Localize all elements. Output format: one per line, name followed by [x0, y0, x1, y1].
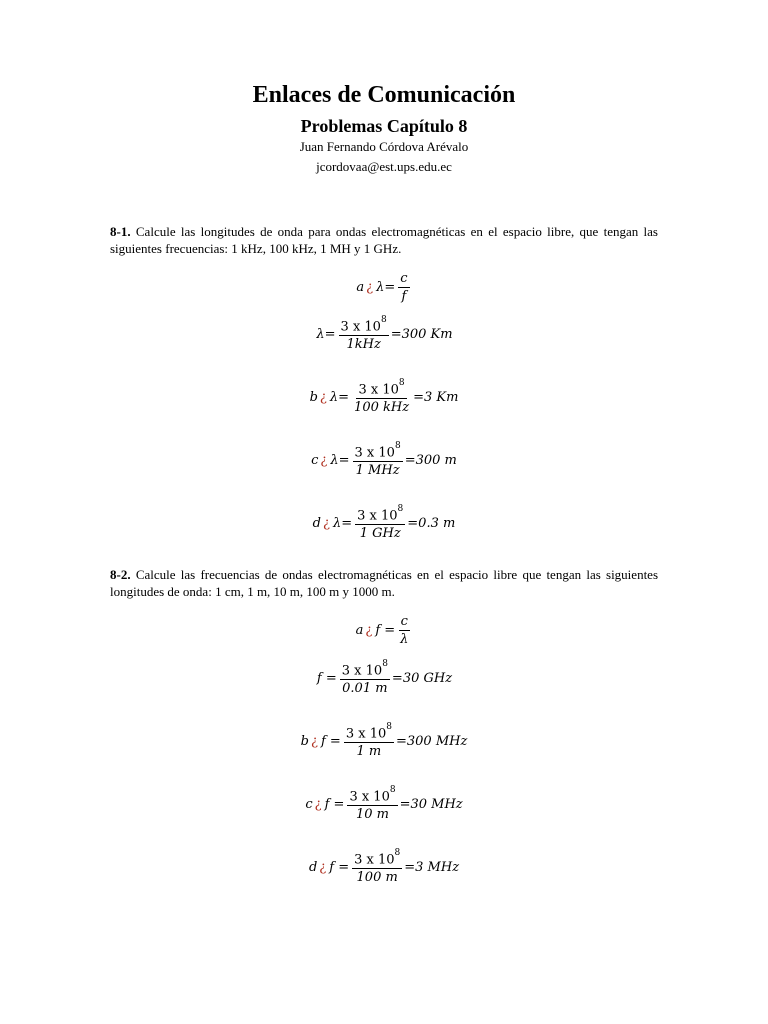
author-email: jcordovaa@est.ups.edu.ec: [316, 159, 452, 174]
equation-step: [0, 505, 768, 541]
eq-lhs: λ=: [376, 280, 396, 295]
eq-numerator: [339, 316, 389, 336]
eq-fraction: [340, 660, 390, 696]
eq-mark: ¿: [319, 859, 327, 875]
eq-denominator: 1 GHz: [359, 526, 401, 542]
problem-number: 8-1.: [110, 224, 131, 239]
eq-lhs: f =: [329, 859, 350, 875]
eq-prefix: c: [305, 796, 313, 812]
eq-fraction: [352, 849, 402, 885]
eq-result: =30 GHz: [391, 670, 453, 686]
eq-prefix: a: [356, 280, 365, 295]
eq-denominator: 100 kHz: [354, 400, 410, 416]
eq-numerator-base: 3 x 10: [358, 382, 399, 398]
eq-fraction: [344, 723, 394, 759]
eq-denominator: λ: [400, 632, 409, 647]
eq-numerator: [344, 723, 394, 743]
eq-prefix: b: [300, 733, 309, 749]
eq-exponent: 8: [389, 785, 396, 795]
equation-step: [0, 786, 768, 822]
eq-exponent: 8: [397, 504, 404, 514]
eq-result: =30 MHz: [399, 796, 463, 812]
eq-exponent: 8: [398, 378, 405, 388]
problem-8-2-statement: [110, 566, 658, 600]
page-title: Enlaces de Comunicación: [252, 82, 516, 108]
eq-mark: ¿: [365, 623, 373, 638]
eq-result: =3 Km: [413, 389, 459, 405]
eq-denominator: 1 m: [356, 744, 382, 760]
eq-mark: ¿: [323, 515, 330, 531]
eq-lhs: λ=: [330, 452, 350, 468]
eq-exponent: 8: [394, 441, 401, 451]
eq-numerator: [352, 849, 402, 869]
equation-step: [0, 723, 768, 759]
eq-fraction: [339, 316, 389, 352]
eq-fraction: [398, 271, 409, 304]
eq-mark: ¿: [314, 796, 322, 812]
eq-prefix: d: [308, 859, 318, 875]
eq-denominator: 0.01 m: [342, 681, 388, 697]
eq-fraction: [398, 614, 410, 647]
eq-numerator: [340, 660, 390, 680]
eq-mark: ¿: [320, 452, 328, 468]
eq-denominator: 10 m: [356, 807, 390, 823]
eq-exponent: 8: [382, 659, 388, 669]
eq-exponent: 8: [380, 315, 387, 325]
eq-numerator-base: 3 x 10: [349, 789, 390, 805]
eq-numerator: [356, 379, 406, 399]
eq-prefix: b: [309, 389, 318, 405]
eq-fraction: [355, 505, 405, 541]
equation-step: [0, 660, 768, 696]
eq-numerator: [355, 505, 405, 525]
eq-numerator-base: 3 x 10: [354, 445, 395, 461]
eq-result: =300 MHz: [395, 733, 468, 749]
problem-text: Calcule las longitudes de onda para ondas electromagnéticas en el espacio libre, que tengan las siguientes frecuencias: 1 kHz, 100 kHz, 1 MH y 1 GHz.: [110, 224, 658, 256]
equation-step: [0, 379, 768, 415]
eq-numerator: [347, 786, 397, 806]
eq-numerator: [353, 442, 403, 462]
eq-result: =300 m: [404, 452, 457, 468]
eq-denominator: f: [401, 289, 407, 304]
eq-prefix: a: [355, 623, 364, 638]
eq-lhs: λ=: [332, 515, 353, 531]
eq-lhs: f =: [320, 733, 341, 749]
eq-mark: ¿: [319, 389, 327, 405]
eq-exponent: 8: [386, 722, 392, 732]
eq-result: =300 Km: [390, 326, 453, 342]
equation-formula: [0, 271, 768, 304]
eq-prefix: d: [312, 515, 321, 531]
eq-numerator-base: 3 x 10: [357, 508, 398, 524]
eq-numerator: c: [400, 614, 408, 629]
problem-number: 8-2.: [110, 567, 131, 582]
eq-lhs: λ=: [316, 326, 336, 342]
author-name: Juan Fernando Córdova Arévalo: [299, 139, 469, 154]
eq-denominator: 100 m: [356, 870, 398, 886]
eq-fraction: [352, 379, 411, 415]
eq-exponent: 8: [394, 848, 401, 858]
equation-step: [0, 442, 768, 478]
eq-fraction: [353, 442, 403, 478]
eq-mark: ¿: [366, 280, 374, 295]
eq-result: =0.3 m: [407, 515, 456, 531]
equation-formula: [0, 614, 768, 647]
eq-numerator-base: 3 x 10: [340, 319, 381, 335]
page-subtitle: Problemas Capítulo 8: [300, 116, 468, 136]
eq-denominator: 1 MHz: [355, 463, 400, 479]
eq-result: =3 MHz: [404, 859, 460, 875]
equation-step: [0, 849, 768, 885]
eq-numerator: c: [400, 271, 408, 286]
eq-numerator-base: 3 x 10: [354, 852, 395, 868]
eq-lhs: f =: [316, 670, 337, 686]
eq-mark: ¿: [311, 733, 318, 749]
eq-lhs: f =: [324, 796, 345, 812]
eq-prefix: c: [311, 452, 319, 468]
equation-step: [0, 316, 768, 352]
eq-lhs: λ=: [329, 389, 350, 405]
eq-numerator-base: 3 x 10: [341, 663, 383, 679]
problem-text: Calcule las frecuencias de ondas electromagnéticas en el espacio libre que tengan las siguientes longitudes de onda: 1 cm, 1 m, 10 m, 100 m y 1000 m.: [110, 567, 659, 599]
eq-numerator-base: 3 x 10: [345, 726, 387, 742]
eq-lhs: f =: [375, 623, 396, 638]
eq-denominator: 1kHz: [346, 337, 381, 353]
eq-fraction: [347, 786, 397, 822]
problem-8-1-statement: [110, 223, 658, 257]
